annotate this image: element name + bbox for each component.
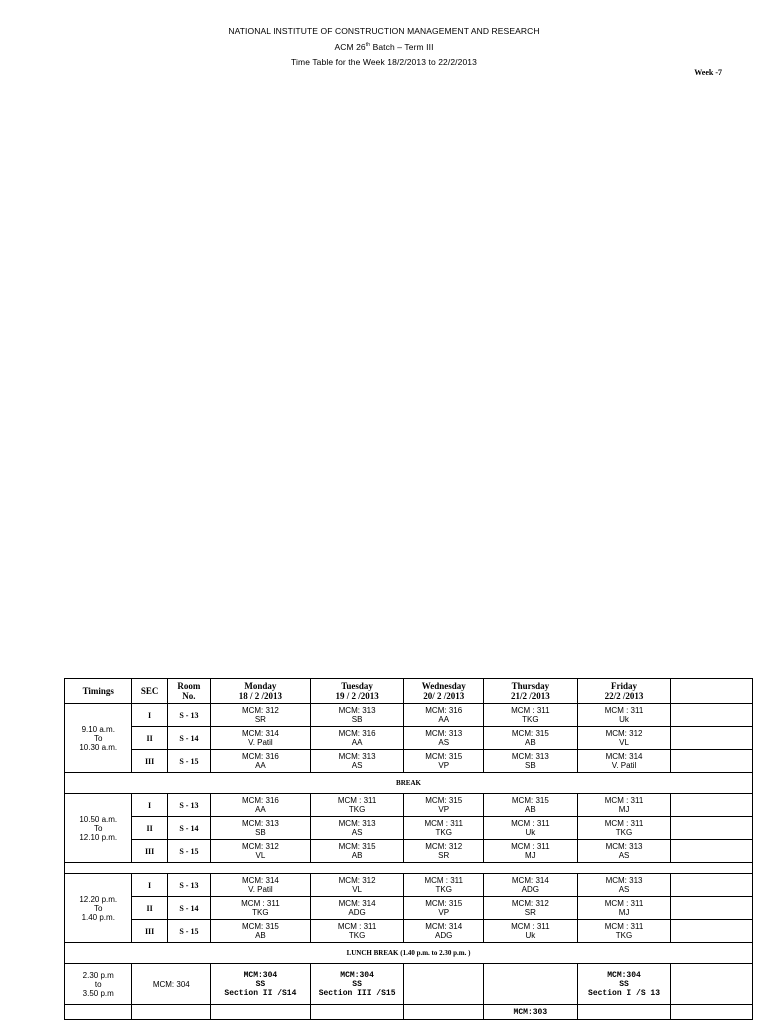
- afternoon-line: SS: [619, 979, 629, 989]
- faculty-code: VP: [438, 908, 450, 917]
- time-line: 1.40 p.m.: [81, 912, 115, 922]
- class-cell: [310, 794, 404, 817]
- course-code: MCM : 311: [511, 922, 550, 931]
- faculty-code: AB: [255, 931, 266, 940]
- class-cell: [484, 704, 578, 727]
- sec-cell: I: [132, 704, 167, 727]
- empty-cell: [671, 817, 753, 840]
- class-cell: [211, 897, 311, 920]
- sec-cell: I: [132, 874, 167, 897]
- room-cell: S - 15: [167, 840, 210, 863]
- class-cell: [211, 840, 311, 863]
- faculty-code: TKG: [252, 908, 269, 917]
- class-cell: [211, 920, 311, 943]
- table-row: [65, 920, 753, 943]
- class-cell: [577, 750, 671, 773]
- day-date: 19 / 2 /2013: [335, 691, 379, 701]
- class-cell: [577, 727, 671, 750]
- class-cell: [211, 704, 311, 727]
- header-wednesday: [404, 679, 484, 704]
- class-cell: [484, 794, 578, 817]
- faculty-code: ADG: [521, 885, 540, 894]
- institute-title: NATIONAL INSTITUTE OF CONSTRUCTION MANAGEMENT AND RESEARCH: [228, 26, 540, 36]
- course-code: MCM: 315: [425, 899, 463, 908]
- course-code: MCM: 314: [338, 899, 376, 908]
- course-code: MCM: 313: [338, 819, 376, 828]
- time-cell: [65, 964, 132, 1005]
- faculty-code: MJ: [618, 805, 630, 814]
- course-code: MCM: 315: [425, 796, 463, 805]
- course-code: MCM : 311: [337, 922, 377, 931]
- empty-cell: [671, 897, 753, 920]
- class-cell: [404, 750, 484, 773]
- afternoon-room: MCM: 304: [132, 964, 211, 1005]
- next-tuesday: [310, 1005, 404, 1020]
- class-cell: [211, 794, 311, 817]
- course-code: MCM: 312: [241, 706, 279, 715]
- course-code: MCM: 316: [425, 706, 463, 715]
- class-cell: [577, 794, 671, 817]
- faculty-code: VL: [352, 885, 362, 894]
- class-cell: [577, 817, 671, 840]
- course-code: MCM : 311: [511, 706, 550, 715]
- class-cell: [404, 874, 484, 897]
- break-label: BREAK: [65, 773, 753, 794]
- course-code: MCM: 315: [338, 842, 376, 851]
- table-row: [65, 874, 753, 897]
- faculty-code: Uk: [525, 931, 536, 940]
- course-code: MCM: 316: [338, 729, 376, 738]
- course-code: MCM: 314: [511, 876, 549, 885]
- class-cell: [404, 727, 484, 750]
- class-cell: [310, 704, 404, 727]
- header-monday: [211, 679, 311, 704]
- faculty-code: V. Patil: [248, 885, 273, 894]
- batch-prefix: ACM 26: [334, 42, 366, 52]
- afternoon-line: MCM:304: [340, 970, 374, 980]
- faculty-code: VP: [438, 761, 450, 770]
- next-wednesday: [404, 1005, 484, 1020]
- time-line: 10.30 a.m.: [79, 742, 118, 752]
- afternoon-line: MCM:304: [607, 970, 641, 980]
- empty-cell: [671, 794, 753, 817]
- class-cell: [484, 727, 578, 750]
- course-code: MCM: 314: [241, 876, 279, 885]
- sec-cell: III: [132, 920, 167, 943]
- time-cell: [65, 704, 132, 773]
- faculty-code: AS: [351, 828, 363, 837]
- next-row: [65, 1005, 753, 1020]
- class-cell: [310, 897, 404, 920]
- class-cell: [577, 897, 671, 920]
- afternoon-line: Section II /S14: [224, 988, 297, 998]
- faculty-code: TKG: [435, 885, 452, 894]
- faculty-code: SR: [254, 715, 266, 724]
- faculty-code: TKG: [522, 715, 539, 724]
- header-room: [167, 679, 210, 704]
- day-name: Thursday: [511, 681, 550, 691]
- class-cell: [577, 920, 671, 943]
- faculty-code: AS: [618, 885, 630, 894]
- day-name: Friday: [611, 681, 638, 691]
- empty-cell: [671, 964, 753, 1005]
- faculty-code: SB: [525, 761, 536, 770]
- faculty-code: Uk: [525, 828, 536, 837]
- course-code: MCM: 312: [511, 899, 549, 908]
- empty-cell: [671, 1005, 753, 1020]
- table-row: [65, 817, 753, 840]
- next-thursday: MCM:303: [484, 1005, 578, 1020]
- faculty-code: MJ: [618, 908, 630, 917]
- header-tuesday: [310, 679, 404, 704]
- course-code: MCM: 312: [241, 842, 279, 851]
- faculty-code: VP: [438, 805, 450, 814]
- class-cell: [484, 897, 578, 920]
- class-cell: [577, 840, 671, 863]
- class-cell: [211, 817, 311, 840]
- faculty-code: SB: [255, 828, 266, 837]
- class-cell: [404, 840, 484, 863]
- class-cell: [484, 840, 578, 863]
- empty-cell: [671, 704, 753, 727]
- table-row: [65, 897, 753, 920]
- empty-cell: [671, 920, 753, 943]
- day-name: Monday: [244, 681, 277, 691]
- afternoon-friday: [577, 964, 671, 1005]
- gap-row: [65, 863, 753, 874]
- afternoon-line: MCM:304: [243, 970, 278, 980]
- faculty-code: TKG: [348, 805, 366, 814]
- empty-cell: [671, 874, 753, 897]
- class-cell: [310, 750, 404, 773]
- faculty-code: TKG: [615, 931, 633, 940]
- header-room-line2: No.: [182, 691, 196, 701]
- course-code: MCM : 311: [241, 899, 280, 908]
- class-cell: [211, 727, 311, 750]
- table-row: [65, 750, 753, 773]
- day-date: 18 / 2 /2013: [238, 691, 283, 701]
- timetable: [64, 678, 753, 1020]
- lunch-label: LUNCH BREAK (1.40 p.m. to 2.30 p.m. ): [65, 943, 753, 964]
- sec-cell: II: [132, 817, 167, 840]
- afternoon-line: Section I /S 13: [588, 988, 661, 998]
- empty-cell: [671, 727, 753, 750]
- class-cell: [310, 920, 404, 943]
- class-cell: [404, 920, 484, 943]
- table-row: [65, 794, 753, 817]
- course-code: MCM: 316: [241, 752, 279, 761]
- timetable-week-line: Time Table for the Week 18/2/2013 to 22/2/2013: [291, 57, 477, 67]
- class-cell: [404, 794, 484, 817]
- header-row: [65, 679, 753, 704]
- afternoon-line: SS: [255, 979, 266, 989]
- time-line: To: [94, 903, 103, 913]
- batch-line: [0, 42, 768, 52]
- course-code: MCM : 311: [604, 819, 644, 828]
- afternoon-wednesday: [404, 964, 484, 1005]
- class-cell: [577, 704, 671, 727]
- class-cell: [211, 750, 311, 773]
- faculty-code: V. Patil: [248, 738, 273, 747]
- class-cell: [484, 920, 578, 943]
- sec-cell: II: [132, 897, 167, 920]
- faculty-code: SR: [524, 908, 536, 917]
- class-cell: [310, 727, 404, 750]
- next-monday: [211, 1005, 311, 1020]
- course-code: MCM: 315: [511, 729, 549, 738]
- class-cell: [404, 704, 484, 727]
- faculty-code: SB: [351, 715, 363, 724]
- header-timings: Timings: [65, 679, 132, 704]
- course-code: MCM: 313: [338, 752, 376, 761]
- course-code: MCM : 311: [337, 796, 377, 805]
- time-line: To: [94, 733, 103, 743]
- afternoon-monday: [211, 964, 311, 1005]
- day-date: 20/ 2 /2013: [423, 691, 465, 701]
- class-cell: [310, 874, 404, 897]
- faculty-code: ADG: [435, 931, 453, 940]
- course-code: MCM : 311: [424, 876, 463, 885]
- batch-sup: th: [365, 42, 371, 49]
- faculty-code: AS: [438, 738, 450, 747]
- afternoon-line: Section III /S15: [318, 988, 396, 998]
- course-code: MCM : 311: [604, 899, 644, 908]
- header-friday: [577, 679, 671, 704]
- course-code: MCM : 311: [424, 819, 463, 828]
- time-cell: [65, 794, 132, 863]
- class-cell: [404, 897, 484, 920]
- time-cell: [65, 1005, 132, 1020]
- time-line: 9.10 a.m.: [81, 724, 115, 734]
- header-empty: [671, 679, 753, 704]
- next-friday: [577, 1005, 671, 1020]
- lunch-row: [65, 943, 753, 964]
- time-line: 10.50 a.m.: [79, 814, 118, 824]
- course-code: MCM: 313: [241, 819, 279, 828]
- faculty-code: AS: [618, 851, 630, 860]
- class-cell: [484, 874, 578, 897]
- faculty-code: VL: [255, 851, 266, 860]
- table-row: [65, 704, 753, 727]
- faculty-code: MJ: [525, 851, 536, 860]
- time-line: 3.50 p.m: [82, 988, 114, 998]
- faculty-code: SR: [438, 851, 450, 860]
- time-line: to: [94, 979, 102, 989]
- empty-cell: [671, 750, 753, 773]
- course-code: MCM: 315: [511, 796, 549, 805]
- room-cell: S - 13: [167, 704, 210, 727]
- table-row: [65, 840, 753, 863]
- faculty-code: AS: [351, 761, 363, 770]
- class-cell: [484, 750, 578, 773]
- course-code: MCM : 311: [604, 796, 644, 805]
- day-name: Wednesday: [421, 681, 466, 691]
- room-cell: S - 15: [167, 920, 210, 943]
- room-cell: S - 15: [167, 750, 210, 773]
- course-code: MCM: 314: [241, 729, 279, 738]
- course-code: MCM: 315: [425, 752, 463, 761]
- sec-cell: II: [132, 727, 167, 750]
- course-code: MCM: 312: [425, 842, 463, 851]
- sec-cell: III: [132, 750, 167, 773]
- faculty-code: AB: [351, 851, 363, 860]
- class-cell: [484, 817, 578, 840]
- time-line: 12.20 p.m.: [79, 894, 118, 904]
- empty-cell: [671, 840, 753, 863]
- room-cell: S - 14: [167, 817, 210, 840]
- course-code: MCM: 315: [241, 922, 279, 931]
- faculty-code: AA: [438, 715, 450, 724]
- sec-cell: I: [132, 794, 167, 817]
- faculty-code: AA: [351, 738, 363, 747]
- faculty-code: TKG: [435, 828, 452, 837]
- class-cell: [404, 817, 484, 840]
- course-code: MCM: 312: [338, 876, 376, 885]
- faculty-code: Uk: [619, 715, 629, 724]
- time-line: To: [94, 823, 103, 833]
- course-code: MCM: 313: [425, 729, 463, 738]
- day-date: 22/2 /2013: [604, 691, 644, 701]
- header-sec: SEC: [132, 679, 167, 704]
- day-date: 21/2 /2013: [510, 691, 550, 701]
- room-cell: S - 13: [167, 794, 210, 817]
- faculty-code: TKG: [348, 931, 366, 940]
- faculty-code: VL: [619, 738, 629, 747]
- break-row: [65, 773, 753, 794]
- course-code: MCM : 311: [604, 922, 644, 931]
- course-code: MCM: 313: [511, 752, 549, 761]
- gap-cell: [65, 863, 753, 874]
- faculty-code: AA: [255, 805, 266, 814]
- faculty-code: ADG: [348, 908, 366, 917]
- class-cell: [310, 817, 404, 840]
- course-code: MCM : 311: [511, 819, 550, 828]
- course-code: MCM: 312: [605, 729, 643, 738]
- course-code: MCM: 313: [338, 706, 376, 715]
- time-line: 2.30 p.m: [82, 970, 114, 980]
- class-cell: [577, 874, 671, 897]
- header-room-line1: Room: [177, 681, 201, 691]
- class-cell: [211, 874, 311, 897]
- course-code: MCM: 313: [605, 842, 643, 851]
- time-line: 12.10 p.m.: [79, 832, 118, 842]
- afternoon-row: [65, 964, 753, 1005]
- batch-suffix: Batch – Term III: [370, 42, 434, 52]
- course-code: MCM : 311: [604, 706, 644, 715]
- room-cell: S - 14: [167, 897, 210, 920]
- header-thursday: [484, 679, 578, 704]
- afternoon-line: SS: [352, 979, 362, 989]
- sec-cell: III: [132, 840, 167, 863]
- faculty-code: TKG: [615, 828, 633, 837]
- next-room: [132, 1005, 211, 1020]
- course-code: MCM: 314: [425, 922, 463, 931]
- course-code: MCM: 316: [241, 796, 279, 805]
- table-row: [65, 727, 753, 750]
- faculty-code: AB: [525, 738, 536, 747]
- faculty-code: AA: [255, 761, 266, 770]
- day-name: Tuesday: [341, 681, 373, 691]
- faculty-code: AB: [525, 805, 536, 814]
- course-code: MCM: 313: [605, 876, 643, 885]
- room-cell: S - 14: [167, 727, 210, 750]
- faculty-code: V. Patil: [611, 761, 637, 770]
- course-code: MCM: 314: [605, 752, 643, 761]
- time-cell: [65, 874, 132, 943]
- class-cell: [310, 840, 404, 863]
- afternoon-thursday: [484, 964, 578, 1005]
- afternoon-tuesday: [310, 964, 404, 1005]
- week-label: Week -7: [694, 68, 722, 77]
- room-cell: S - 13: [167, 874, 210, 897]
- course-code: MCM : 311: [511, 842, 550, 851]
